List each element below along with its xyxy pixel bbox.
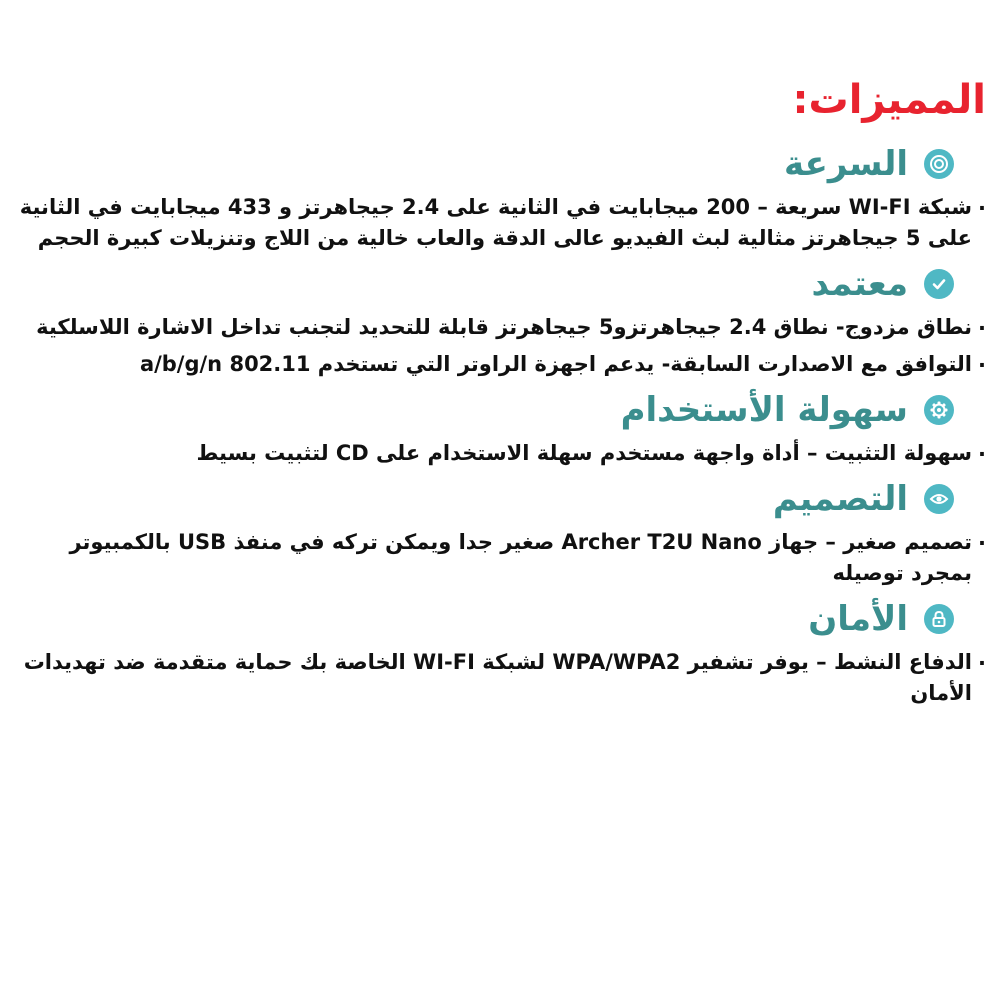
features-page bbox=[10, 72, 986, 717]
list-item: . شبكة WI-FI سريعة – 200 ميجابايت في الثانية على 2.4 جيجاهرتز و 433 ميجابايت في الثانية على 5 جيجاهرتز مثالية لبث الفيديو عالى الدقة والعاب خالية من اللاج وتنزيلات كبيرة الحجم bbox=[10, 192, 986, 254]
section-header bbox=[10, 597, 986, 641]
bullet-list bbox=[10, 527, 986, 589]
section-certified bbox=[10, 262, 986, 380]
section-header bbox=[10, 142, 986, 186]
lock-icon bbox=[924, 604, 954, 634]
section-title: التصميم bbox=[772, 479, 908, 519]
page-title: المميزات: bbox=[792, 77, 986, 123]
list-item: . سهولة التثبيت – أداة واجهة مستخدم سهلة الاستخدام على CD لتثبيت بسيط bbox=[10, 438, 986, 469]
gear-icon bbox=[924, 395, 954, 425]
section-header bbox=[10, 388, 986, 432]
section-ease-of-use bbox=[10, 388, 986, 469]
list-item: . الدفاع النشط – يوفر تشفير WPA/WPA2 لشبكة WI-FI الخاصة بك حماية متقدمة ضد تهديدات الأمان bbox=[10, 647, 986, 709]
section-title: سهولة الأستخدام bbox=[620, 390, 908, 430]
speed-target-icon bbox=[924, 149, 954, 179]
section-design bbox=[10, 477, 986, 589]
section-title: السرعة bbox=[783, 144, 908, 184]
list-item: . تصميم صغير – جهاز Archer T2U Nano صغير جدا ويمكن تركه في منفذ USB بالكمبيوتر بمجرد توصيله bbox=[10, 527, 986, 589]
eye-icon bbox=[924, 484, 954, 514]
section-header bbox=[10, 477, 986, 521]
bullet-list bbox=[10, 192, 986, 254]
bullet-list bbox=[10, 438, 986, 469]
bullet-list bbox=[10, 647, 986, 709]
section-header bbox=[10, 262, 986, 306]
section-speed bbox=[10, 142, 986, 254]
section-security bbox=[10, 597, 986, 709]
section-title: معتمد bbox=[811, 264, 908, 304]
list-item: . نطاق مزدوج- نطاق 2.4 جيجاهرتزو5 جيجاهرتز قابلة للتحديد لتجنب تداخل الاشارة اللاسلكية bbox=[10, 312, 986, 343]
bullet-list bbox=[10, 312, 986, 380]
check-icon bbox=[924, 269, 954, 299]
section-title: الأمان bbox=[808, 599, 908, 639]
list-item: . التوافق مع الاصدارت السابقة- يدعم اجهزة الراوتر التي تستخدم 802.11 a/b/g/n bbox=[10, 349, 986, 380]
